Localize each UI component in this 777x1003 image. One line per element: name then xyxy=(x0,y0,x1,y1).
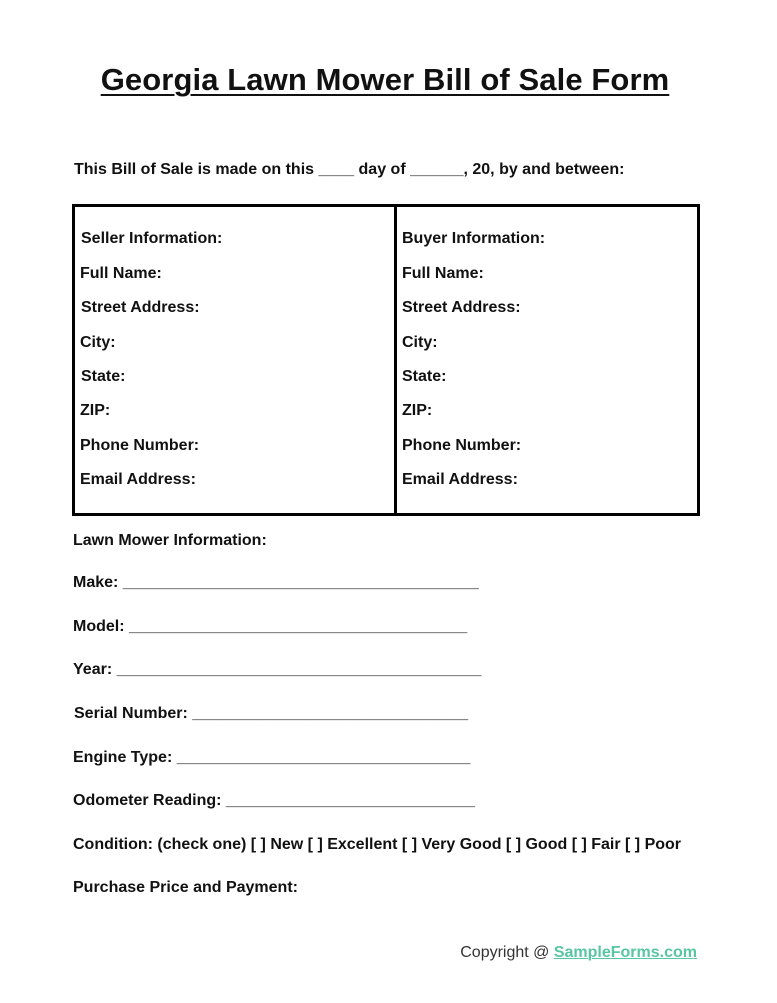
mower-info-heading: Lawn Mower Information: xyxy=(73,532,267,549)
seller-street-address-label: Street Address: xyxy=(81,299,200,316)
serial-number-field[interactable]: Serial Number: _______________________________ xyxy=(74,705,469,722)
seller-column xyxy=(75,207,397,513)
purchase-price-heading: Purchase Price and Payment: xyxy=(73,879,298,896)
buyer-full-name-label: Full Name: xyxy=(402,265,484,282)
copyright-notice xyxy=(460,944,697,962)
buyer-city-label: City: xyxy=(402,334,438,351)
odometer-reading-field[interactable]: Odometer Reading: ____________________________ xyxy=(73,792,476,809)
seller-city-label: City: xyxy=(80,334,116,351)
buyer-phone-label: Phone Number: xyxy=(402,437,522,454)
party-info-table xyxy=(72,204,700,516)
seller-full-name-label: Full Name: xyxy=(80,265,162,282)
sampleforms-link[interactable]: SampleForms.com xyxy=(553,944,697,961)
copyright-prefix: Copyright @ xyxy=(460,944,554,961)
make-field[interactable]: Make: ________________________________________ xyxy=(73,574,479,591)
model-field[interactable]: Model: ______________________________________ xyxy=(73,618,468,635)
condition-checklist[interactable]: Condition: (check one) [ ] New [ ] Excellent [ ] Very Good [ ] Good [ ] Fair [ ] Poor xyxy=(73,836,682,853)
buyer-zip-label: ZIP: xyxy=(402,402,433,419)
buyer-email-label: Email Address: xyxy=(402,471,518,488)
seller-email-label: Email Address: xyxy=(80,471,196,488)
seller-phone-label: Phone Number: xyxy=(80,437,200,454)
seller-zip-label: ZIP: xyxy=(80,402,111,419)
buyer-heading: Buyer Information: xyxy=(402,230,546,247)
seller-heading: Seller Information: xyxy=(81,230,223,247)
year-field[interactable]: Year: _________________________________________ xyxy=(73,661,482,678)
engine-type-field[interactable]: Engine Type: _________________________________ xyxy=(73,749,471,766)
form-title: Georgia Lawn Mower Bill of Sale Form xyxy=(100,62,670,97)
buyer-street-address-label: Street Address: xyxy=(402,299,521,316)
seller-state-label: State: xyxy=(81,368,126,385)
buyer-column xyxy=(397,207,697,513)
buyer-state-label: State: xyxy=(402,368,447,385)
intro-statement: This Bill of Sale is made on this ____ day of ______, 20, by and between: xyxy=(74,161,625,178)
